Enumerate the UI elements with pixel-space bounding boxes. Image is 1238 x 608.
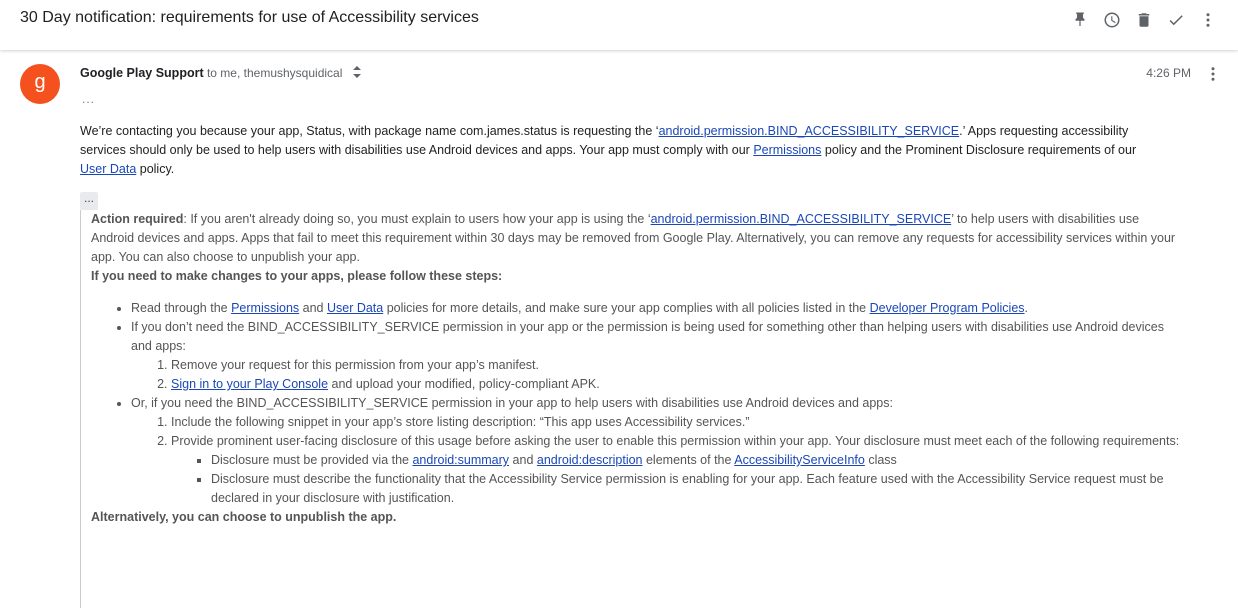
list-text: Disclosure must be provided via the (211, 453, 413, 467)
list-text: elements of the (642, 453, 735, 467)
done-icon (1167, 11, 1185, 29)
message-view (0, 50, 1238, 608)
email-header-bar (0, 0, 1238, 50)
permissions-link[interactable]: Permissions (231, 301, 300, 315)
list-text: and upload your modified, policy-compliant APK. (328, 377, 600, 391)
list-item: 1. Remove your request for this permission from your app’s manifest. (171, 356, 1180, 375)
recipients: to me, themushysquidical (206, 66, 343, 80)
user-data-link[interactable]: User Data (80, 162, 137, 176)
list-item (211, 451, 1180, 470)
body-text: .’ Apps requesting accessibility services should only be used to help users with disabilities use Android devices and apps. Your app must comply with our (80, 124, 1129, 157)
done-button[interactable] (1160, 9, 1192, 31)
steps-list (91, 299, 1180, 508)
sender-line (80, 66, 362, 81)
list-text: Or, if you need the BIND_ACCESSIBILITY_SERVICE permission in your app to help users with disabilities use Android devices and apps: (131, 396, 893, 410)
delete-button[interactable] (1128, 9, 1160, 31)
sender-name[interactable]: Google Play Support (80, 66, 204, 80)
bind-accessibility-link[interactable]: android.permission.BIND_ACCESSIBILITY_SERVICE (650, 212, 952, 226)
android-summary-link[interactable]: android:summary (412, 453, 510, 467)
accessibility-service-info-link[interactable]: AccessibilityServiceInfo (734, 453, 865, 467)
body-text: policy. (136, 162, 175, 176)
unfold-icon (352, 66, 362, 78)
list-item (131, 394, 1180, 508)
body-text: We’re contacting you because your app, Status, with package name com.james.status is requesting the ‘ (80, 124, 659, 138)
list-text: policies for more details, and make sure your app complies with all policies listed in the (383, 301, 870, 315)
more-vert-icon (1204, 65, 1222, 83)
more-vert-icon (1199, 11, 1217, 29)
avatar-letter: g (34, 71, 46, 93)
delete-icon (1135, 11, 1153, 29)
message-timestamp: 4:26 PM (1146, 66, 1191, 80)
paragraph-text: ’ to help users with disabilities use Android devices and apps. Apps that fail to meet this requirement within 30 days may be removed from Google Play. Alternatively, you can remove any requests for accessibility services within your app. You can also choose to unpublish your app. (91, 212, 1176, 264)
quoted-content (80, 210, 1180, 608)
action-required-label: Action required (91, 212, 184, 226)
bind-accessibility-link[interactable]: android.permission.BIND_ACCESSIBILITY_SERVICE (658, 124, 960, 138)
list-item: ▪ Disclosure must describe the functionality that the Accessibility Service permission is enabling for your app. Each feature used with the Accessibility Service request must be declared in your disclosure with justification. (211, 470, 1180, 508)
email-actions-toolbar (1064, 9, 1224, 31)
list-item (171, 375, 1180, 394)
avatar[interactable] (20, 64, 60, 104)
body-text: policy and the Prominent Disclosure requirements of our (821, 143, 1137, 157)
permissions-link[interactable]: Permissions (753, 143, 822, 157)
pin-icon (1071, 11, 1089, 29)
developer-program-policies-link[interactable]: Developer Program Policies (869, 301, 1025, 315)
android-description-link[interactable]: android:description (536, 453, 643, 467)
unpublish-note: Alternatively, you can choose to unpublish the app. (91, 510, 397, 524)
user-data-link[interactable]: User Data (326, 301, 384, 315)
list-text: class (864, 453, 897, 467)
list-item (131, 318, 1180, 394)
paragraph-text: : If you aren't already doing so, you must explain to users how your app is using the ‘ (183, 212, 651, 226)
pin-button[interactable] (1064, 9, 1096, 31)
snooze-icon (1103, 11, 1121, 29)
list-text: and (299, 301, 327, 315)
expand-ellipsis[interactable]: ... (82, 92, 96, 106)
list-text: If you don’t need the BIND_ACCESSIBILITY_SERVICE permission in your app or the permission is being used for something other than helping users with disabilities use Android devices and apps: (131, 320, 1164, 353)
list-item (171, 432, 1180, 508)
list-text: and (509, 453, 537, 467)
message-body (80, 122, 1160, 179)
list-item (131, 299, 1180, 318)
steps-heading: If you need to make changes to your apps, please follow these steps: (91, 269, 503, 283)
more-options-button[interactable] (1192, 9, 1224, 31)
play-console-link[interactable]: Sign in to your Play Console (171, 377, 329, 391)
email-subject: 30 Day notification: requirements for use of Accessibility services (20, 9, 479, 26)
show-trimmed-content-button[interactable]: ... (80, 192, 98, 210)
show-details-button[interactable] (352, 66, 362, 81)
list-item: 1. Include the following snippet in your app’s store listing description: “This app uses Accessibility services.” (171, 413, 1180, 432)
list-text: Provide prominent user-facing disclosure of this usage before asking the user to enable this permission within your app. Your disclosure must meet each of the following requirements: (171, 434, 1180, 448)
action-required-paragraph (91, 210, 1180, 267)
list-text: . (1024, 301, 1029, 315)
message-more-button[interactable] (1202, 65, 1224, 83)
list-text: Read through the (131, 301, 232, 315)
snooze-button[interactable] (1096, 9, 1128, 31)
